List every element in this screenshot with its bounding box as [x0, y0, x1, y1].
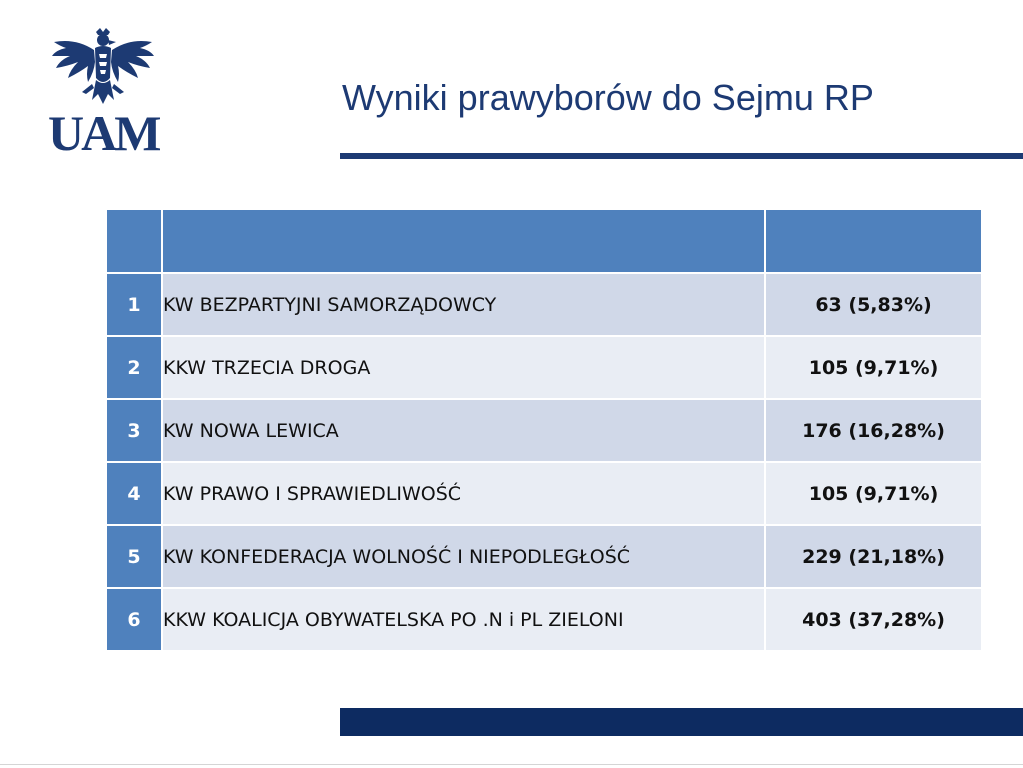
row-number: 3 [106, 399, 162, 462]
uam-logo [48, 28, 158, 163]
committee-name: KW BEZPARTYJNI SAMORZĄDOWCY [162, 273, 765, 336]
uam-logo-text: UAM [48, 105, 159, 161]
table-row [106, 588, 982, 651]
row-number: 1 [106, 273, 162, 336]
row-number: 2 [106, 336, 162, 399]
title-underline [340, 153, 1023, 159]
results-table [105, 208, 983, 652]
page-title: Wyniki prawyborów do Sejmu RP [342, 77, 874, 118]
table-row [106, 462, 982, 525]
table-row [106, 399, 982, 462]
row-number: 6 [106, 588, 162, 651]
footer-divider [0, 764, 1023, 765]
table-row [106, 336, 982, 399]
row-number: 4 [106, 462, 162, 525]
table-row [106, 525, 982, 588]
result-value: 176 (16,28%) [765, 399, 982, 462]
header-cell-number [106, 209, 162, 273]
result-value: 403 (37,28%) [765, 588, 982, 651]
result-value: 105 (9,71%) [765, 336, 982, 399]
committee-name: KW KONFEDERACJA WOLNOŚĆ I NIEPODLEGŁOŚĆ [162, 525, 765, 588]
eagle-emblem-icon [48, 28, 158, 110]
row-number: 5 [106, 525, 162, 588]
table-header-row [106, 209, 982, 273]
committee-name: KKW KOALICJA OBYWATELSKA PO .N i PL ZIELONI [162, 588, 765, 651]
committee-name: KW NOWA LEWICA [162, 399, 765, 462]
footer-bar [340, 708, 1023, 736]
header-cell-result [765, 209, 982, 273]
header-cell-committee [162, 209, 765, 273]
result-value: 229 (21,18%) [765, 525, 982, 588]
result-value: 105 (9,71%) [765, 462, 982, 525]
result-value: 63 (5,83%) [765, 273, 982, 336]
committee-name: KW PRAWO I SPRAWIEDLIWOŚĆ [162, 462, 765, 525]
table-row [106, 273, 982, 336]
committee-name: KKW TRZECIA DROGA [162, 336, 765, 399]
